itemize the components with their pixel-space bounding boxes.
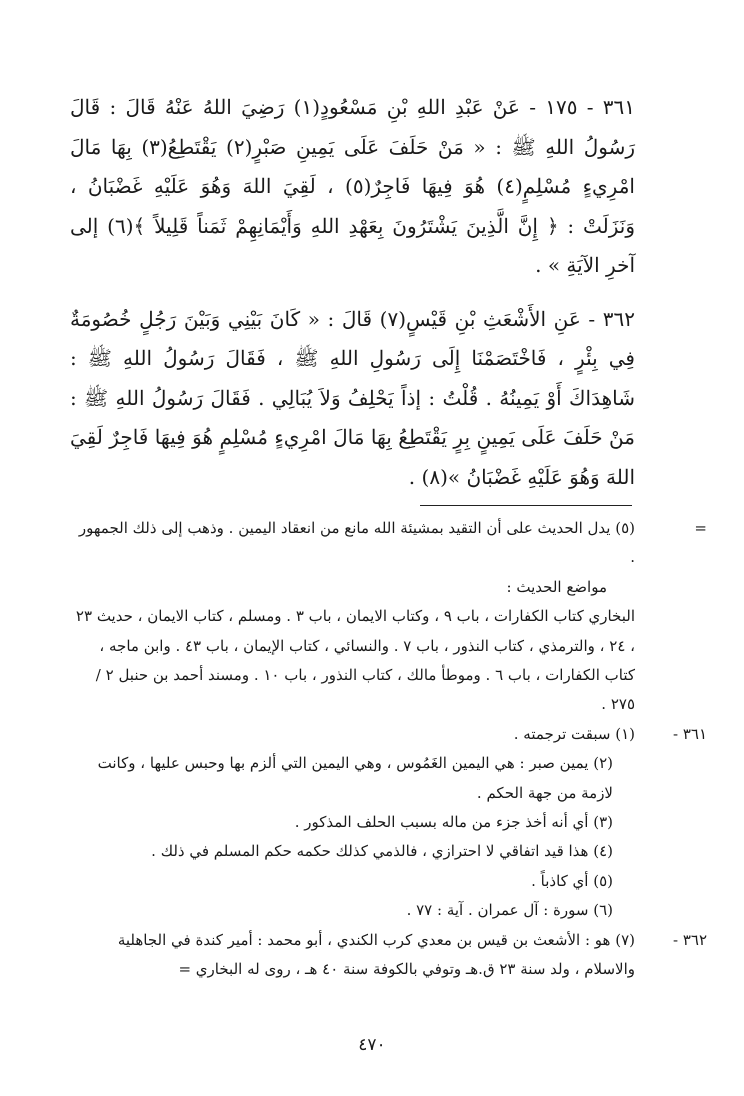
hadith-text: عَنْ عَبْدِ اللهِ بْنِ مَسْعُودٍ(١) رَضِيَ اللهُ عَنْهُ قَالَ : قَالَ رَسُولُ اللهِ ﷺ : « مَنْ حَلَفَ عَلَى يَمِينِ صَبْرٍ(٢) يَقْتَطِعُ(٣) بِهَا مَالَ امْرِيءٍ مُسْلِمٍ(٤) هُوَ فِيهَا فَاجِرٌ(٥) ، لَقِيَ اللهَ وَهُوَ عَلَيْهِ غَضْبَانُ ، وَنَزَلَتْ : ﴿ إِنَّ الَّذِينَ يَشْتَرُونَ بِعَهْدِ اللهِ وَأَيْمَانِهِمْ ثَمَناً قَلِيلاً ﴾(٦) إلى آخرِ الآيَةِ » . (70, 95, 636, 277)
footnote (70, 573, 635, 602)
footnote (70, 867, 635, 896)
footnote (70, 514, 707, 573)
footnote-marker: ٣٦٢ - (672, 930, 707, 949)
footnote-text: (٤) هذا قيد اتفاقي لا احترازي ، فالذمي كذلك حكمه حكم المسلم في ذلك . (151, 842, 613, 861)
footnote-text: (٥) أي كاذباً . (531, 871, 613, 890)
footnote-marker: ٣٦١ - (672, 724, 707, 743)
footnote-text: (٢) يمين صبر : هي اليمين الغَمُوس ، وهي اليمين التي ألزم بها وحبس عليها ، وكانت لازمة من جهة الحكم . (97, 754, 613, 802)
footnotes (70, 514, 707, 985)
footnote-text: (٣) أي أنه أخذ جزء من ماله بسبب الحلف المذكور . (294, 813, 613, 832)
hadith-361 (70, 88, 635, 286)
main-text (70, 88, 635, 497)
footnote-divider (420, 505, 632, 506)
footnote-text: البخاري كتاب الكفارات ، باب ٩ ، وكتاب الايمان ، باب ٣ . ومسلم ، كتاب الايمان ، حديث ٢٣ ، ٢٤ ، والترمذي ، كتاب النذور ، باب ٧ . والنسائي ، كتاب الإيمان ، باب ٤٣ . وابن ماجه ، كتاب الكفارات ، باب ٦ . وموطأ مالك ، كتاب النذور ، باب ١٠ . ومسند أحمد بن حنبل ٢ / ٢٧٥ . (75, 607, 635, 714)
hadith-number: ٣٦٢ - (588, 306, 636, 331)
footnote-text: مواضع الحديث : (506, 577, 607, 596)
footnote (70, 720, 707, 749)
footnote-text: (١) سبقت ترجمته . (513, 724, 635, 743)
hadith-text: عَنِ الأَشْعَثِ بْنِ قَيْسٍ(٧) قَالَ : « كَانَ بَيْنِي وَبَيْنَ رَجُلٍ خُصُومَةٌ فِي بِئْرٍ ، فَاخْتَصَمْنَا إِلَى رَسُولِ اللهِ ﷺ ، فَقَالَ رَسُولُ اللهِ ﷺ : شَاهِدَاكَ أَوْ يَمِينُهُ . قُلْتُ : إذاً يَحْلِفُ وَلاَ يُبَالِي . فَقَالَ رَسُولُ اللهِ ﷺ : مَنْ حَلَفَ عَلَى يَمِينٍ بِرٍ يَقْتَطِعُ بِهَا مَالَ امْرِيءٍ مُسْلِمٍ هُوَ فِيهَا فَاجِرٌ لَقِيَ اللهَ وَهُوَ عَلَيْهِ غَضْبَانُ »(٨) . (70, 306, 635, 489)
footnote (70, 808, 635, 837)
footnote-text: (٧) هو : الأشعث بن قيس بن معدي كرب الكندي ، أبو محمد : أمير كندة في الجاهلية والاسلام ، ولد سنة ٢٣ ق.هـ وتوفي بالكوفة سنة ٤٠ هـ ، روى له البخاري = (117, 930, 635, 979)
footnote (70, 896, 635, 925)
footnote-text: (٥) يدل الحديث على أن التقيد بمشيئة الله مانع من انعقاد اليمين . وذهب إلى ذلك الجمهور . (78, 519, 635, 567)
page-number: ٤٧٠ (358, 1035, 386, 1055)
footnote (70, 926, 707, 985)
hadith-number: ٣٦١ - ١٧٥ - (529, 95, 635, 119)
footnote-text: (٦) سورة : آل عمران . آية : ٧٧ . (406, 901, 613, 920)
footnote (70, 602, 635, 720)
footnote (70, 749, 635, 808)
footnote (70, 837, 635, 866)
hadith-362 (70, 300, 635, 498)
footnote-marker: = (694, 519, 707, 537)
